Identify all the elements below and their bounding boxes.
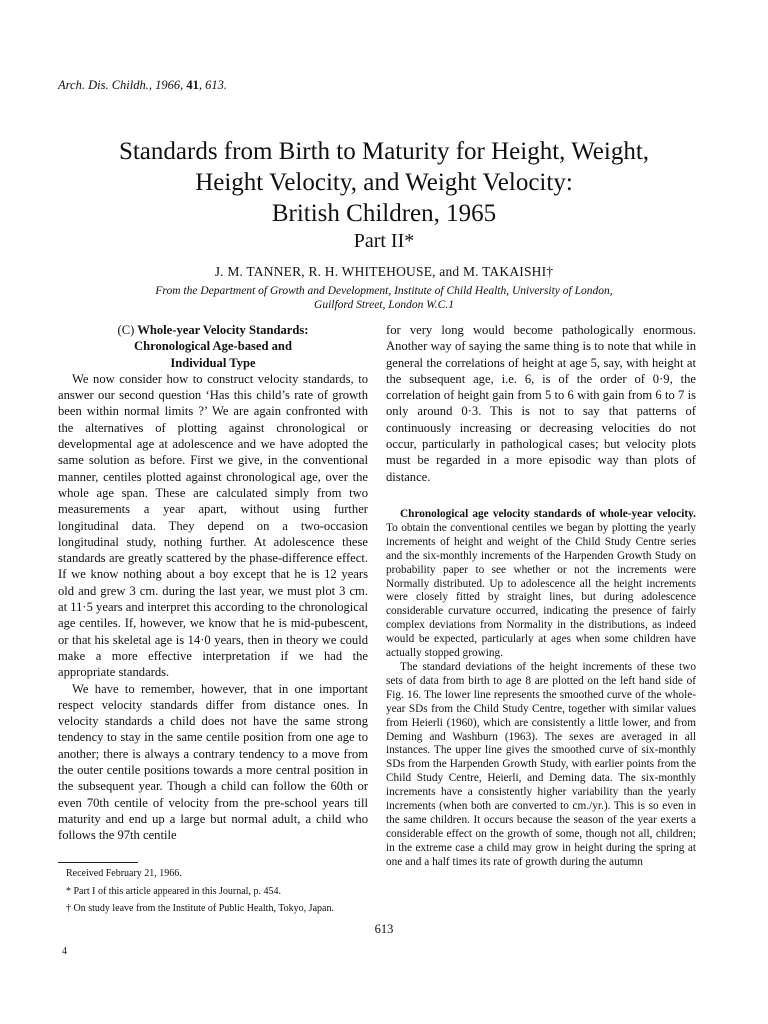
footnote: † On study leave from the Institute of Public Health, Tokyo, Japan. — [66, 903, 334, 914]
section-heading — [58, 322, 368, 371]
footnote: * Part I of this article appeared in this Journal, p. 454. — [66, 885, 281, 897]
paragraph-text: To obtain the conventional centiles we began by plotting the yearly increments of height and weight of the Child Study Centre series and the six-monthly increments of the Harpenden Growth Study on probability paper to see whether or not the increments were Normally distributed. Up to adolescence all the height increments were closely fitted by straight lines, but during adolescence considerable curvature occurred, indicating the presence of fairly complex deviations from Normality in the distributions, as indeed would be expected, particularly at ages when some children have actually stopped growing. — [386, 521, 696, 660]
paragraph: We now consider how to construct velocity standards, to answer our second question ‘Has this child’s rate of growth been within normal limits ?’ We are again confronted with the alternatives of plotting against chronological or developmental age at adolescence and we have adopted the same solution as before. First we give, in the conventional manner, centiles plotted against chronological age, over the whole age span. These are calculated simply from two measurements a year apart, without using further longitudinal data. They depend on a two-occasion longitudinal study, nothing further. At adolescence these standards are greatly scattered by the phase-difference effect. If we know nothing about a boy except that he is 12 years old and grew 3 cm. during the last year, we must plot 3 cm. at 11·5 years and interpret this according to the chronological age centiles. If, however, we know that he is mid-pubescent, or that his skeletal age is 14·0 years, then in theory we could make a more effective interpretation if we had the appropriate standards. — [58, 371, 368, 680]
paragraph: for very long would become pathologically enormous. Another way of saying the same thing is to note that while in general the correlations of height at age 5, say, with height at the subsequent age, i.e. 6, is of the order of 0·9, the correlation of height gain from 5 to 6 with gain from 6 to 7 is only around 0·3. This is not to say that patterns of continuously increasing or decreasing velocities do not occur, particularly in pathological cases; but velocity plots must be regarded in a more episodic way than plots of distance. — [386, 323, 696, 484]
left-column — [58, 322, 368, 844]
journal-name: Arch. Dis. Childh. — [58, 78, 149, 92]
section-heading-line-1: Whole-year Velocity Standards: — [137, 323, 309, 337]
article-title — [40, 136, 728, 229]
citation-page: , 613. — [198, 78, 227, 92]
right-column-bottom — [386, 508, 696, 870]
title-line-2: Height Velocity, and Weight Velocity: — [195, 169, 573, 196]
title-line-3: British Children, 1965 — [271, 200, 497, 227]
right-column-top — [386, 322, 696, 485]
footnotes — [58, 868, 368, 921]
citation-year: , 1966, — [148, 78, 187, 92]
author-list: J. M. TANNER, R. H. WHITEHOUSE, and M. TAKAISHI† — [214, 264, 554, 279]
footnote-rule — [58, 862, 138, 863]
received-date: Received February 21, 1966. — [66, 868, 182, 879]
title-line-1: Standards from Birth to Maturity for Height, Weight, — [118, 138, 650, 165]
paragraph — [386, 508, 696, 661]
subsection-heading: Chronological age velocity standards of whole-year velocity. — [400, 508, 696, 520]
affiliation — [80, 284, 688, 312]
section-heading-line-2: Chronological Age-based and — [134, 339, 292, 354]
section-heading-line-3: Individual Type — [170, 355, 256, 370]
citation-volume: 41 — [186, 78, 199, 92]
paragraph: We have to remember, however, that in one important respect velocity standards differ from distance ones. In velocity standards a child does not have the same strong tendency to stay in the same centile position from one age to another; there is always a contrary tendency to a move from the outer centile positions towards a more central position in the subsequent year. Though a child can follow the 60th or even 70th centile of velocity from the pre-school years till maturity and end up a large but normal adult, a child who follows the 97th centile — [58, 681, 368, 843]
article-part: Part II* — [353, 230, 415, 252]
paragraph: The standard deviations of the height increments of these two sets of data from birth to age 8 are plotted on the left hand side of Fig. 16. The lower line represents the smoothed curve of the whole-year SDs from the Child Study Centre, together with similar values from Heierli (1960), which are consistently a little lower, and from Deming and Washburn (1963). The sexes are averaged in all instances. The upper line gives the smoothed curve of six-monthly SDs from the Harpenden Growth Study, with earlier points from the Child Study Centre, Heierli, and Deming data. The six-monthly increments have a consistently higher variability than the yearly increments (when both are converted to cm./yr.). This is so even in the same children. It occurs because the season of the year exerts a considerable effect on the growth of some, though not all, children; in the extreme case a child may grow in height during the spring at one and a half times its rate of growth during the autumn — [386, 660, 696, 868]
affiliation-line-1: From the Department of Growth and Development, Institute of Child Health, University of London, — [155, 285, 613, 297]
journal-citation — [58, 78, 227, 93]
page-number: 613 — [374, 922, 394, 936]
section-letter: (C) — [117, 323, 135, 337]
affiliation-line-2: Guilford Street, London W.C.1 — [314, 299, 454, 311]
signature-mark: 4 — [62, 946, 67, 957]
